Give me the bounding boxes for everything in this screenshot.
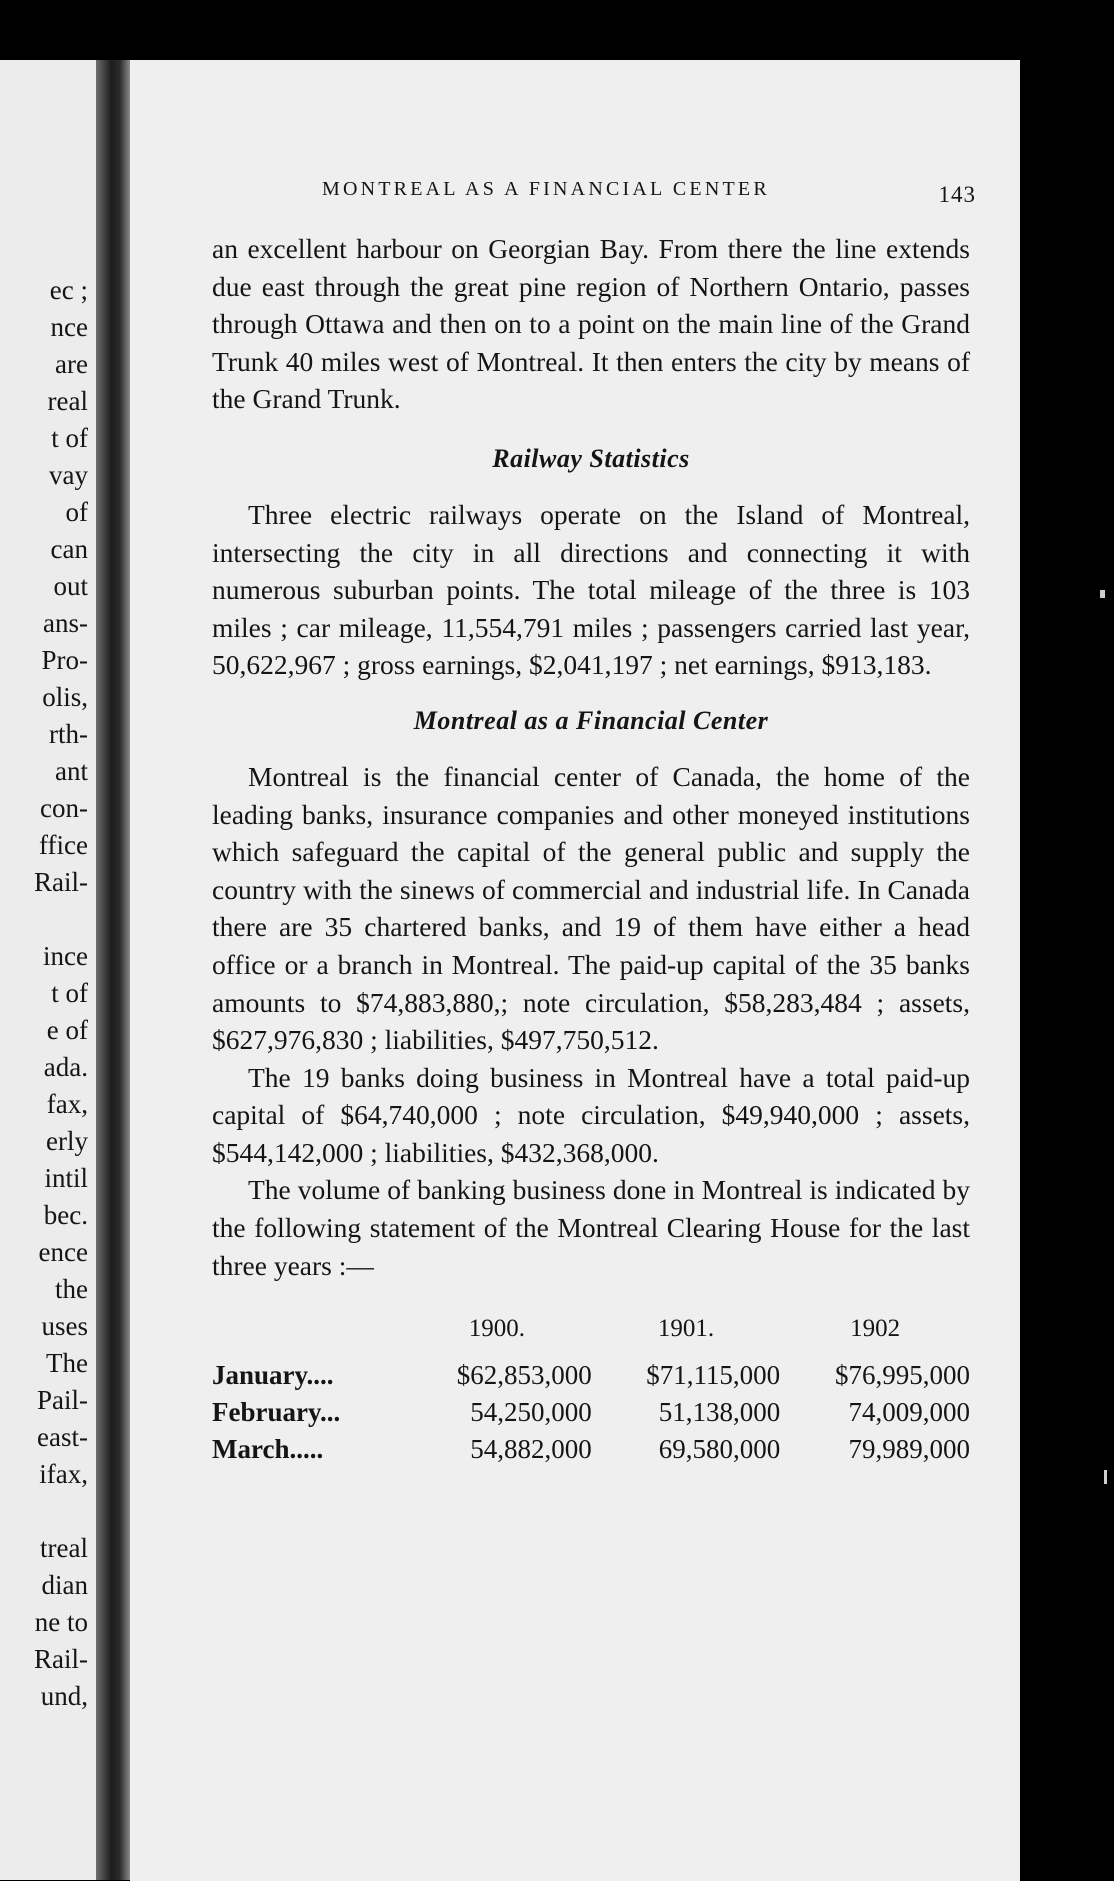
left-page-line: dian [41,1570,88,1600]
left-page-line: ec ; [49,275,88,305]
left-page-line: con- [40,793,88,823]
left-page-line: ence [38,1237,88,1267]
table-row [212,1394,970,1431]
opening-paragraph: an excellent harbour on Georgian Bay. From there the line extends due east through the great pine region of Northern Ontario, passes through Ottawa and then on to a point on the main line of the Grand Trunk 40 miles west of Montreal. It then enters the city by means of the Grand Trunk. [212,233,970,415]
financial-center-paragraph-1: Montreal is the financial center of Canada, the home of the leading banks, insurance companies and other moneyed institutions which safeguard the capital of the general public and supply the country with the sinews of commercial and industrial life. In Canada there are 35 chartered banks, and 19 of them have either a head office or a branch in Montreal. The paid-up capital of the 35 banks amounts to $74,883,880,; note circulation, $58,283,484 ; assets, $627,976,830 ; liabilities, $497,750,512. [212,760,970,1056]
left-page-line: bec. [43,1200,88,1230]
left-page-line: ifax, [39,1459,88,1489]
left-page-line: The [46,1348,88,1378]
left-page-line: t of [51,978,88,1008]
left-page-line: erly [46,1126,88,1156]
left-page-line: ince [43,941,88,971]
table-header-blank [212,1314,402,1357]
left-facing-page [0,60,96,1880]
cell-value: 74,009,000 [848,1397,970,1428]
financial-center-paragraph-2: The 19 banks doing business in Montreal have a total paid-up capital of $64,740,000 ; note circulation, $49,940,000 ; assets, $544,142,000 ; liabilities, $432,368,000. [212,1061,970,1168]
left-page-line [34,1493,88,1530]
cell-value: $76,995,000 [835,1360,970,1391]
clearing-house-table [212,1314,970,1468]
left-page-line: e of [46,1015,88,1045]
page-number: 143 [938,182,976,207]
left-page-line: intil [44,1163,88,1193]
left-page-line: can [50,534,88,564]
cell-value: $62,853,000 [456,1360,592,1391]
left-page-line: nce [50,312,88,342]
left-page-line: und, [40,1681,88,1711]
table-header-row [212,1314,970,1357]
column-header-1901: 1901. [657,1315,715,1343]
left-page-line: vay [49,460,88,490]
page-content [212,172,976,1468]
railway-statistics-paragraph: Three electric railways operate on the Island of Montreal, intersecting the city in all directions and connecting it with numerous suburban points. The total mileage of the three is 103 miles ; car mileage, 11,554,791 miles ; passengers carried last year, 50,622,967 ; gross earnings, $2,041,197 ; net earnings, $913,183. [212,498,970,681]
book-gutter [96,60,130,1880]
cell-value: $71,115,000 [646,1360,781,1391]
left-page-line: ant [55,756,88,786]
left-page-text [34,272,88,1715]
left-page-line: uses [41,1311,88,1341]
table-row [212,1357,970,1394]
column-header-1900: 1900. [468,1315,526,1343]
running-head [212,172,976,212]
row-label: March..... [212,1434,324,1465]
section-heading-railway-statistics: Railway Statistics [492,443,690,473]
cell-value: 51,138,000 [658,1397,781,1428]
left-page-line: the [55,1274,88,1304]
table-row [212,1431,970,1468]
left-page-line: olis, [42,682,88,712]
cell-value: 69,580,000 [658,1434,781,1465]
left-page-line: Pro- [41,645,88,675]
left-page-line [34,901,88,938]
left-page-line: are [55,349,88,379]
financial-center-paragraph-3: The volume of banking business done in Montreal is indicated by the following statement of the Montreal Clearing House for the last three years :— [212,1174,970,1281]
left-page-line: of [65,497,88,527]
left-page-line: out [53,571,88,601]
left-page-line: ans- [43,608,88,638]
left-page-line: rth- [49,719,88,749]
scan-speck [1104,1470,1107,1484]
row-label: January.... [212,1360,334,1391]
book-page [130,60,1020,1881]
left-page-line: treal [40,1533,88,1563]
left-page-line: ffice [39,830,88,860]
section-heading-financial-center: Montreal as a Financial Center [413,705,769,735]
cell-value: 54,882,000 [470,1434,592,1465]
left-page-line: Rail- [34,867,88,897]
left-page-line: Pail- [37,1385,88,1415]
left-page-line: east- [37,1422,88,1452]
left-page-line: fax, [46,1089,88,1119]
cell-value: 54,250,000 [470,1397,592,1428]
left-page-line: Rail- [34,1644,88,1674]
column-header-1902: 1902 [850,1315,901,1343]
row-label: February... [212,1397,341,1428]
scan-speck [1100,590,1105,598]
left-page-line: ada. [43,1052,88,1082]
left-page-line: ne to [34,1607,88,1637]
cell-value: 79,989,000 [848,1434,970,1465]
left-page-line: t of [51,423,88,453]
left-page-line: real [47,386,88,416]
running-head-title: MONTREAL AS A FINANCIAL CENTER [322,178,770,200]
